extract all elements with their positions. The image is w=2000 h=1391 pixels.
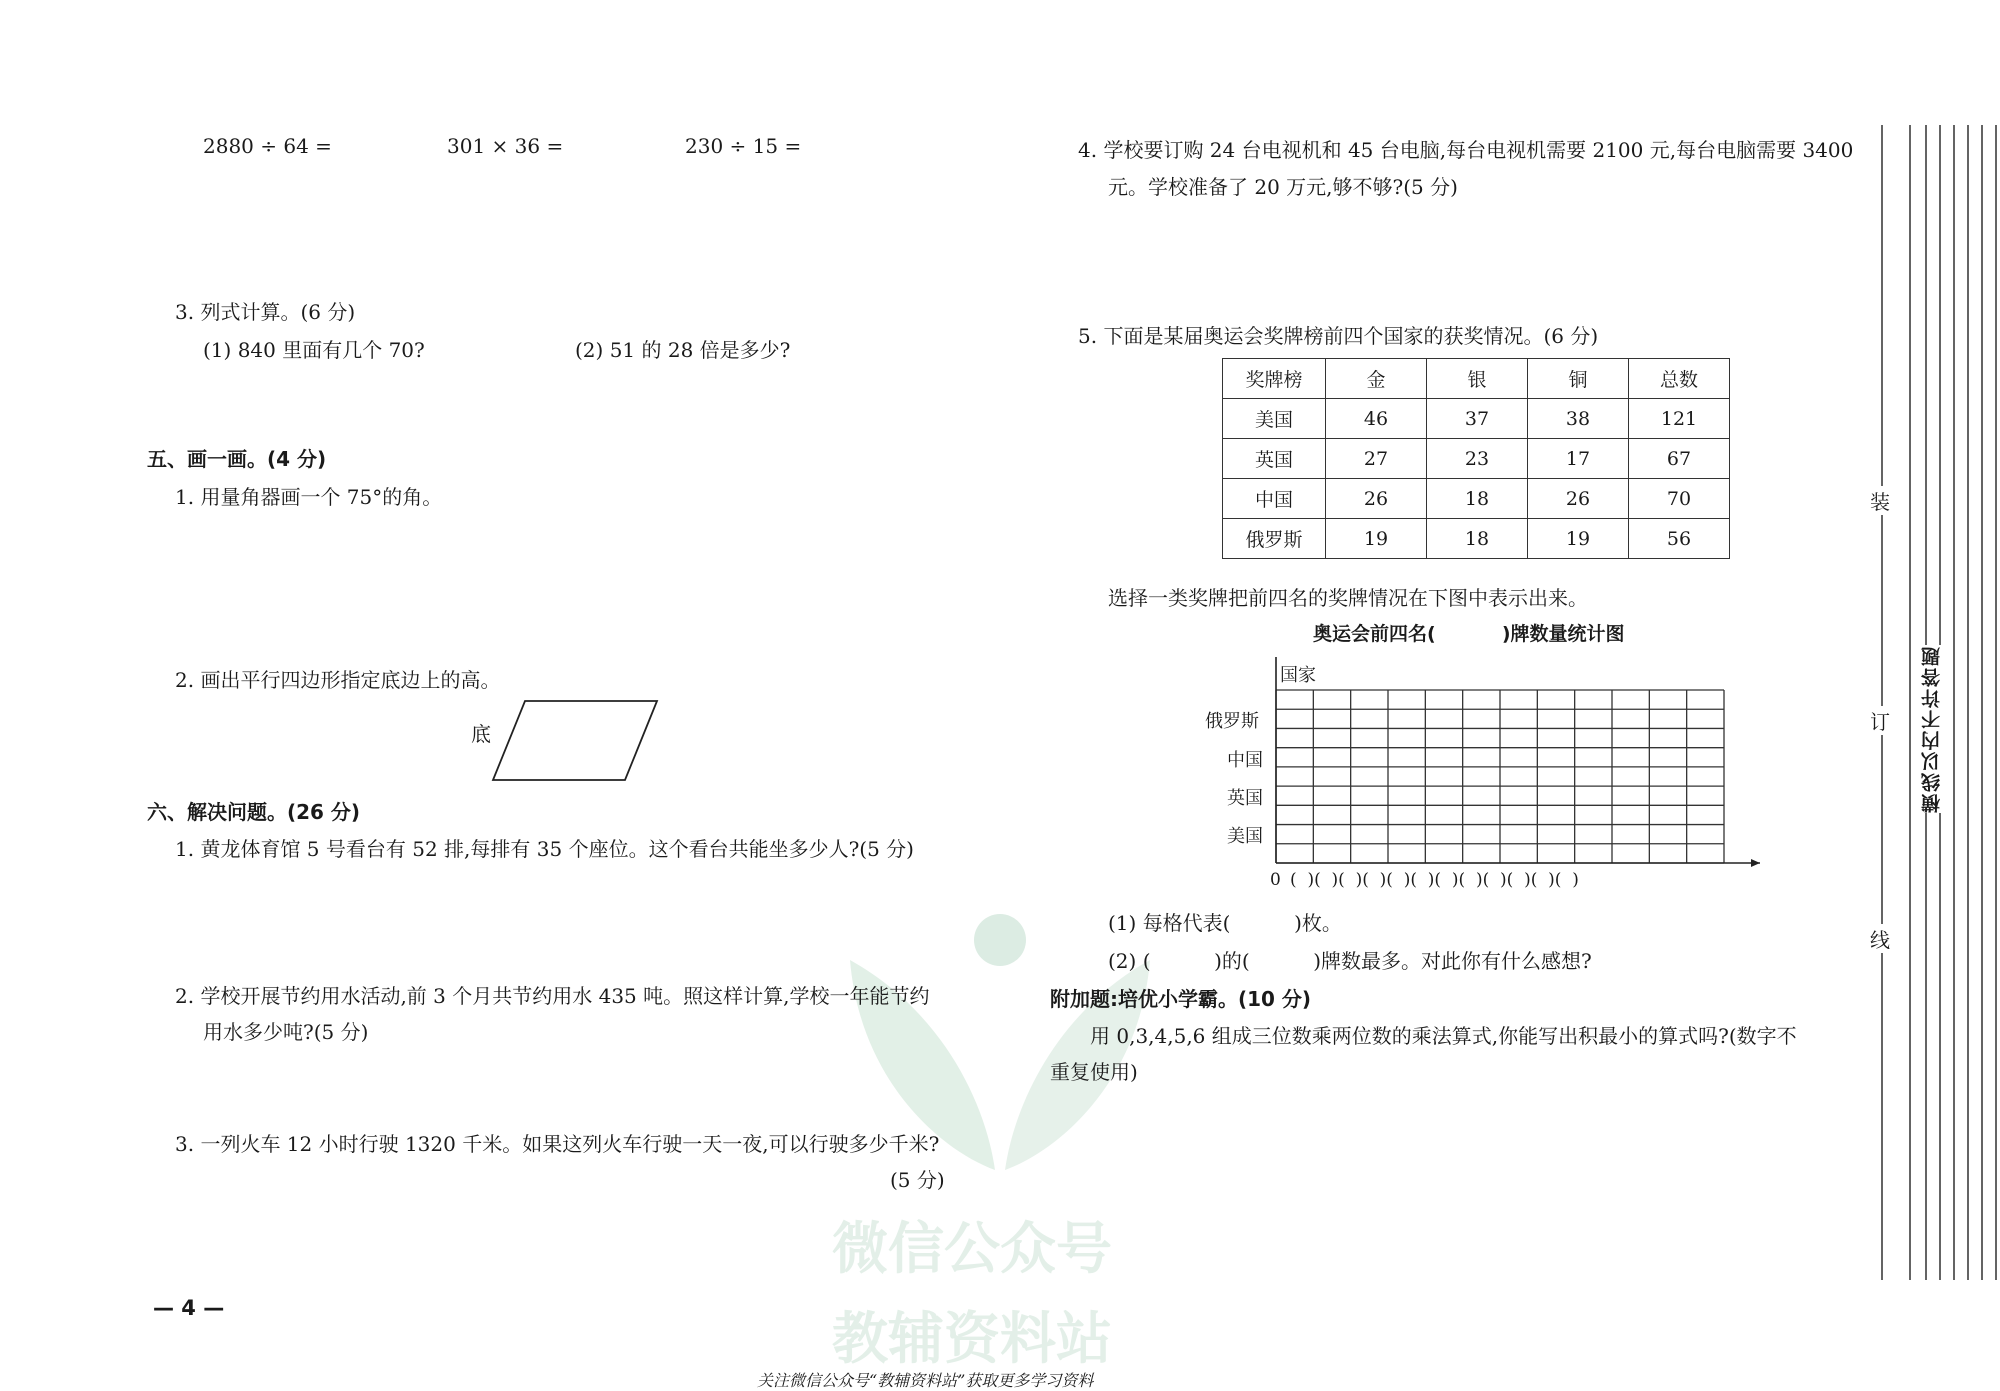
parallelogram-figure: [485, 695, 665, 787]
chart-origin: 0: [1270, 870, 1281, 890]
binding-vertical-note: 横线以内不许答题: [1918, 645, 1945, 813]
table-cell: 19: [1326, 519, 1427, 559]
table-cell: 121: [1629, 399, 1730, 439]
table-cell: 56: [1629, 519, 1730, 559]
chart-axis-label: 国家: [1280, 665, 1316, 686]
bonus-title: 附加题:培优小学霸。(10 分): [1050, 987, 1312, 1011]
table-cell: 67: [1629, 439, 1730, 479]
section6-q3-line2: (5 分): [890, 1168, 945, 1192]
q5-sub2: (2) ( )的( )牌数最多。对此你有什么感想?: [1108, 949, 1592, 973]
watermark-text-2: 教辅资料站: [832, 1307, 1112, 1372]
calc-1: 2880 ÷ 64 =: [203, 134, 332, 158]
table-row: [1223, 399, 1730, 439]
q5-title: 5. 下面是某届奥运会奖牌榜前四个国家的获奖情况。(6 分): [1078, 324, 1599, 348]
table-cell: 19: [1528, 519, 1629, 559]
chart-title: 奥运会前四名( )牌数量统计图: [1313, 623, 1625, 645]
table-cell: 18: [1427, 479, 1528, 519]
section5-q2: 2. 画出平行四边形指定底边上的高。: [175, 668, 501, 692]
binding-char-zhuang: 装: [1870, 486, 1890, 515]
table-cell: 23: [1427, 439, 1528, 479]
table-cell: 70: [1629, 479, 1730, 519]
section5-title: 五、画一画。(4 分): [147, 447, 327, 471]
table-cell: 46: [1326, 399, 1427, 439]
x-axis-arrow: [1751, 859, 1760, 867]
table-header-cell: 总数: [1629, 359, 1730, 399]
table-cell: 38: [1528, 399, 1629, 439]
table-cell: 17: [1528, 439, 1629, 479]
calc-2: 301 × 36 =: [447, 134, 564, 158]
section6-q3-line1: 3. 一列火车 12 小时行驶 1320 千米。如果这列火车行驶一天一夜,可以行驶多少千米?: [175, 1132, 940, 1156]
q3-sub2: (2) 51 的 28 倍是多少?: [575, 338, 791, 362]
section6-q1: 1. 黄龙体育馆 5 号看台有 52 排,每排有 35 个座位。这个看台共能坐多少人?(5 分): [175, 837, 914, 861]
table-cell: 27: [1326, 439, 1427, 479]
bonus-line2: 重复使用): [1050, 1060, 1138, 1084]
table-header-row: [1223, 359, 1730, 399]
table-cell: 26: [1326, 479, 1427, 519]
binding-char-ding: 订: [1870, 706, 1890, 735]
q3-title: 3. 列式计算。(6 分): [175, 300, 356, 324]
q4-line2: 元。学校准备了 20 万元,够不够?(5 分): [1108, 175, 1458, 199]
calc-3: 230 ÷ 15 =: [685, 134, 802, 158]
medal-table: [1222, 358, 1730, 559]
section5-q1: 1. 用量角器画一个 75°的角。: [175, 485, 443, 509]
table-row: [1223, 479, 1730, 519]
blank-chart-grid: [1200, 655, 1765, 905]
table-cell: 37: [1427, 399, 1528, 439]
q3-sub1: (1) 840 里面有几个 70?: [203, 338, 425, 362]
binding-char-xian: 线: [1870, 924, 1890, 953]
table-header-cell: 铜: [1528, 359, 1629, 399]
chart-country-label: 美国: [1227, 826, 1263, 847]
q5-instruction: 选择一类奖牌把前四名的奖牌情况在下图中表示出来。: [1108, 586, 1588, 610]
table-cell: 美国: [1223, 399, 1326, 439]
watermark-text-1: 微信公众号: [832, 1217, 1112, 1282]
footer-note: 关注微信公众号“教辅资料站”获取更多学习资料: [757, 1371, 1094, 1390]
chart-country-label: 中国: [1227, 750, 1263, 771]
table-row: [1223, 439, 1730, 479]
table-cell: 中国: [1223, 479, 1326, 519]
base-label: 底: [471, 722, 491, 746]
section6-q2-line2: 用水多少吨?(5 分): [203, 1020, 369, 1044]
page-number: — 4 —: [153, 1296, 225, 1320]
chart-country-label: 俄罗斯: [1205, 711, 1259, 732]
chart-country-label: 英国: [1227, 788, 1263, 809]
chart-tick-blanks: ( )( )( )( )( )( )( )( )( )( )( )( ): [1290, 870, 1579, 890]
section6-q2-line1: 2. 学校开展节约用水活动,前 3 个月共节约用水 435 吨。照这样计算,学校一年能节约: [175, 984, 930, 1008]
table-header-cell: 金: [1326, 359, 1427, 399]
table-cell: 英国: [1223, 439, 1326, 479]
bonus-line1: 用 0,3,4,5,6 组成三位数乘两位数的乘法算式,你能写出积最小的算式吗?(数字不: [1090, 1024, 1797, 1048]
table-cell: 26: [1528, 479, 1629, 519]
table-header-cell: 银: [1427, 359, 1528, 399]
q4-line1: 4. 学校要订购 24 台电视机和 45 台电脑,每台电视机需要 2100 元,每台电脑需要 3400: [1078, 138, 1854, 162]
table-row: [1223, 519, 1730, 559]
table-header-cell: 奖牌榜: [1223, 359, 1326, 399]
table-cell: 俄罗斯: [1223, 519, 1326, 559]
table-cell: 18: [1427, 519, 1528, 559]
q5-sub1: (1) 每格代表( )枚。: [1108, 911, 1342, 935]
section6-title: 六、解决问题。(26 分): [147, 800, 361, 824]
